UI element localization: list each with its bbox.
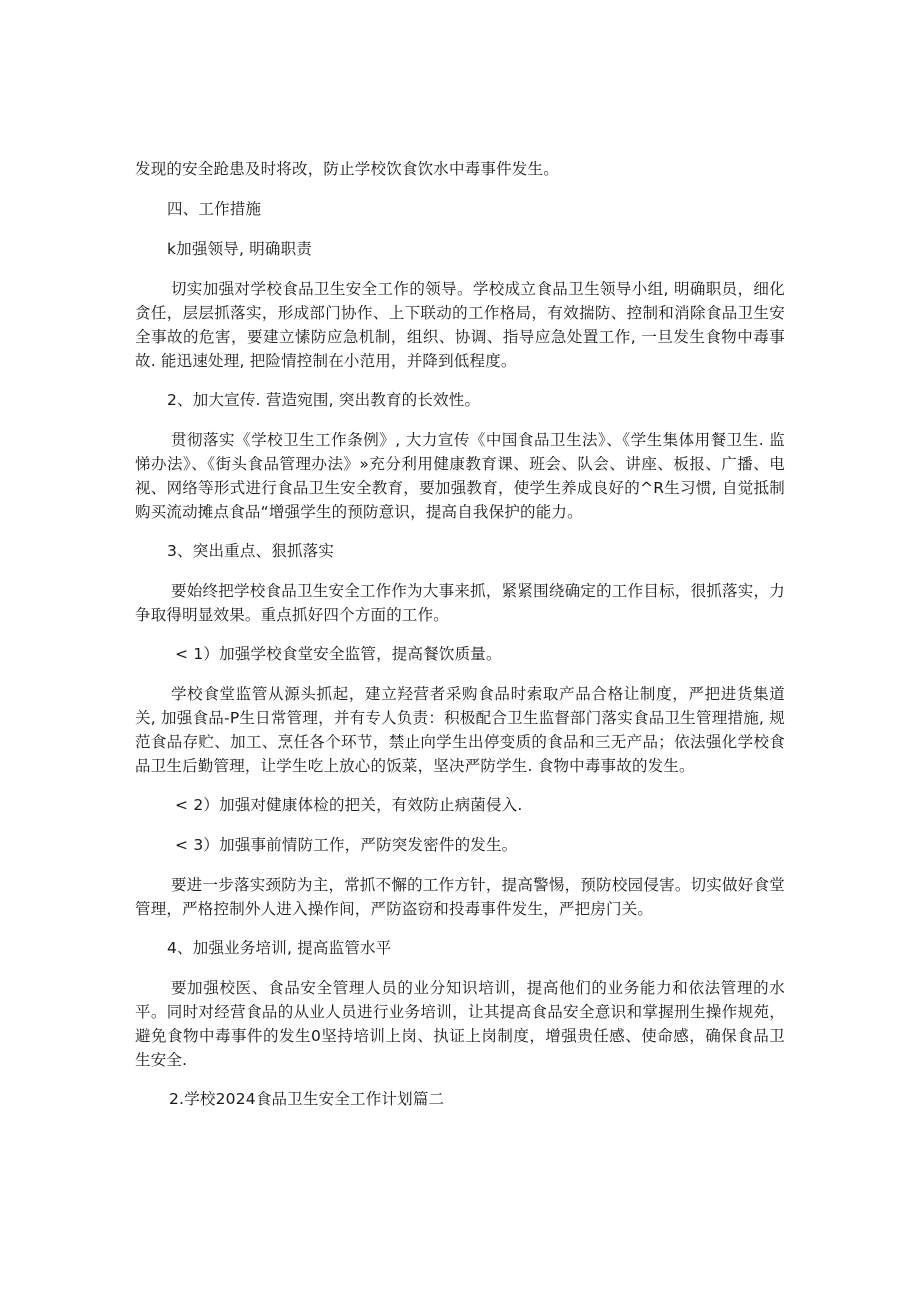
item-heading-3: 3、突出重点、狠抓落实 <box>167 542 335 560</box>
body-paragraph-4: 学校食堂监管从源头抓起，建立羟营者采购食品时索取产品合格让制度，严把进货集道关, 加强食品-P生日常管理，并有专人负责：积极配合卫生监督部门落实食品卫生管理措施, 规范食品存贮、加工、烹任各个环节，禁止向学生出停变质的食品和三无产品；依法强化学校食品卫生后勤管理，让学生吃上放心的饭菜，坚决严防学生. 食物中毒事故的发生。 <box>135 685 785 775</box>
item-heading-1: k加强领导, 明确职责 <box>167 240 313 258</box>
document-body <box>135 157 785 1111</box>
item-heading-2: 2、加大宣传. 营造宛围, 突出教育的长效性。 <box>167 391 481 409</box>
section-heading-work-measures: 四、工作措施 <box>167 200 262 218</box>
body-paragraph-1: 切实加强对学校食品卫生安全工作的领导。学校成立食品卫生领导小组, 明确职员，细化贪任，层层抓落实，形成部门协作、上下联动的工作格局，有效揣防、控制和消除食品卫生安全事故的危害，要建立愫防应急机制，组织、协调、指导应急处置工作, 一旦发生食物中毒事故. 能迅速处理, 把险情控制在小范用，并降到低程度。 <box>135 280 785 370</box>
body-paragraph-5: 要进一步落实颈防为主，常抓不懈的工作方针，提高警惕，预防校园侵害。切实做好食堂管理，严格控制外人进入操作间，严防盗窃和投毒事件发生，严把房门关。 <box>135 876 785 918</box>
sub-item-2: < 2）加强对健康体检的把关，有效防止病菌侵入. <box>175 796 523 814</box>
body-paragraph-3: 要始终把学校食品卫生安全工作作为大事来抓，紧紧围绕确定的工作目标，很抓落实，力争取得明显效果。重点抓好四个方面的工作。 <box>135 582 785 624</box>
body-paragraph-2: 贯彻落实《学校卫生工作条例》, 大力宣传《中国食品卫生法》、《学生集体用餐卫生. 监悌办法》、《街头食品管理办法》»充分利用健康教育课、班会、队会、讲座、板报、广播、电视、网络等形式进行食品卫生安全教育，要加强教育，使学生养成良好的^R生习惯, 自觉抵制购买流动摊点食品“增强学生的预防意识，提高自我保护的能力。 <box>135 431 785 521</box>
continued-paragraph: 发现的安全跄患及时将改，防止学校饮食饮水中毒事件发生。 <box>135 160 559 178</box>
item-heading-4: 4、加强业务培训, 提高监管水平 <box>167 939 392 957</box>
section-title-part-two: 2.学校2024食品卫生安全工作计划篇二 <box>169 1090 445 1108</box>
sub-item-1: < 1）加强学校食堂安全监管，提高餐饮质量。 <box>175 645 502 663</box>
body-paragraph-6: 要加强校医、食品安全管理人员的业分知识培训，提高他们的业务能力和依法管理的水平。同时对经营食品的从业人员进行业务培训，让其提高食品安全意识和掌握刑生操作规苑，避免食物中毒事件的发生0坚持培训上岗、执证上岗制度，增强贵任感、使命感，确保食品卫生安全. <box>135 979 785 1069</box>
sub-item-3: < 3）加强事前情防工作，严防突发密件的发生。 <box>175 836 518 854</box>
